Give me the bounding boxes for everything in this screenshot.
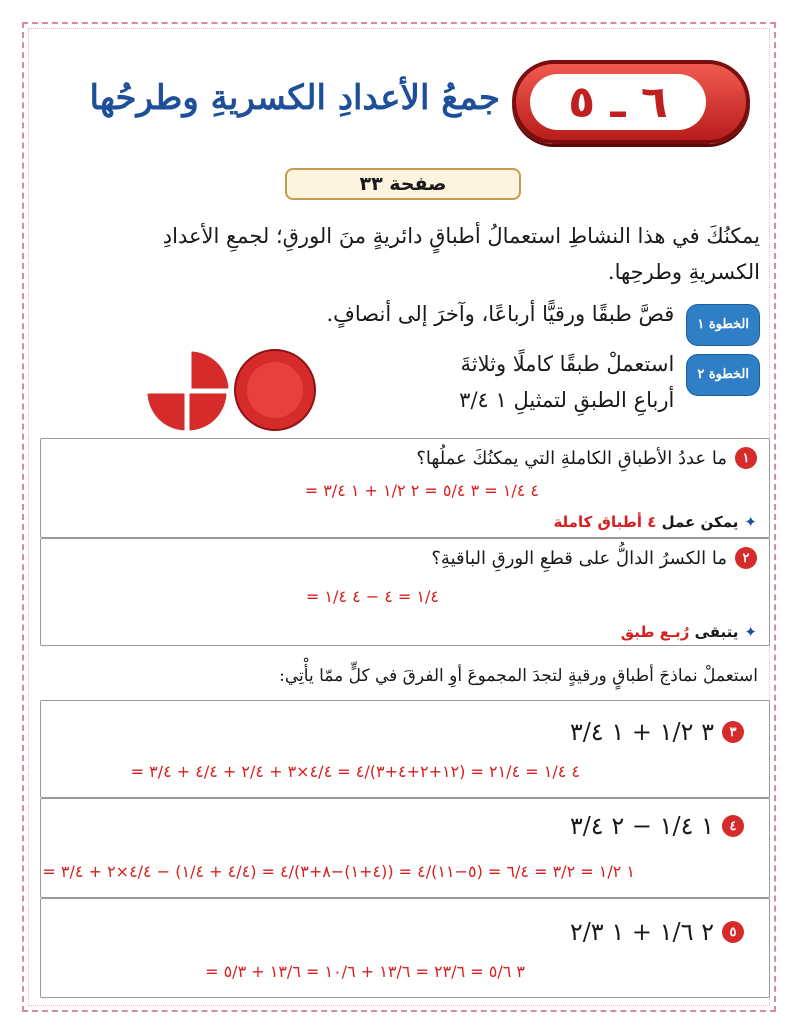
step-1	[326, 296, 760, 346]
exercise-3-number: ٣	[722, 721, 744, 743]
question-1-work: ٤ ١/٤ = ٣ ٥/٤ = ٢ ١/٢ + ١ ٣/٤ =	[304, 481, 539, 500]
question-1-answer-highlight: ٤ أطباق كاملة	[553, 513, 657, 531]
step-2-badge: الخطوة ٢	[686, 354, 760, 396]
question-2-text: ما الكسرُ الدالُّ على قطعِ الورقِ الباقيةِ؟	[431, 547, 727, 569]
question-1-box	[40, 438, 770, 538]
question-2-box	[40, 538, 770, 646]
question-1-number: ١	[735, 447, 757, 469]
exercise-4	[570, 812, 744, 840]
intro-paragraph: يمكنُكَ في هذا النشاطِ استعمالُ أطباقٍ دائريةٍ منَ الورقِ؛ لجمعِ الأعدادِ الكسريةِ وطرحِها.	[162, 224, 760, 284]
exercise-4-expression: ١ ١/٤ − ٢ ٣/٤	[569, 812, 714, 840]
exercise-3-box	[40, 700, 770, 798]
exercise-5-work: ٣ ٥/٦ = ٢٣/٦ = ١٣/٦ + ١٠/٦ = ١٣/٦ + ٥/٣ =	[205, 962, 525, 981]
question-2-work: ١/٤ = ٤ − ٤ ١/٤ =	[305, 587, 439, 606]
exercise-3-expression: ٣ ١/٢ + ١ ٣/٤	[569, 718, 714, 746]
lesson-title: جمعُ الأعدادِ الكسريةِ وطرحُها	[89, 78, 500, 118]
question-2-answer	[621, 623, 757, 641]
question-2-number: ٢	[735, 547, 757, 569]
question-1-text: ما عددُ الأطباقِ الكاملةِ التي يمكنُكَ عملُها؟	[416, 447, 727, 469]
exercise-5-number: ٥	[722, 921, 744, 943]
exercise-5-expression: ٢ ١/٦ + ١ ٢/٣	[569, 918, 714, 946]
diamond-bullet-icon: ✦	[744, 623, 757, 641]
exercise-3	[570, 718, 744, 746]
lesson-number-badge	[512, 60, 750, 144]
exercise-3-work: ٤ ١/٤ = ٢١/٤ = (١٢+٢+٤+٣)/٤ = ٤/٤×٣ + ٢/٤ + ٤/٤ + ٣/٤ =	[130, 762, 580, 781]
step-1-badge: الخطوة ١	[686, 304, 760, 346]
question-2-answer-highlight: رُبـع طبق	[620, 623, 690, 641]
exercise-5	[570, 918, 744, 946]
question-1-answer	[553, 513, 757, 531]
page-label: صفحة ٣٣	[285, 168, 521, 200]
lesson-number: ٦ ـ ٥	[530, 74, 706, 130]
step-2	[440, 346, 760, 418]
diamond-bullet-icon: ✦	[744, 513, 757, 531]
paper-plate-icon	[140, 345, 320, 435]
question-1-answer-prefix: يمكن عمل	[661, 513, 739, 531]
exercise-5-box	[40, 898, 770, 998]
step-1-text: قصَّ طبقًا ورقيًّا أرباعًا، وآخرَ إلى أنصافٍ.	[326, 302, 675, 326]
exercise-4-number: ٤	[722, 815, 744, 837]
question-2	[431, 547, 757, 569]
exercise-4-work: ١ ١/٢ = ٣/٢ = ٦/٤ = (٥−١١)/٤ = ((٤+١)−٨+٣)/٤ = (٤/٤ + ١/٤) − ٤/٤×٢ + ٣/٤ =	[42, 862, 635, 881]
question-1	[416, 447, 757, 469]
question-2-answer-prefix: يتبقى	[694, 623, 739, 641]
step-2-text: استعملْ طبقًا كاملًا وثلاثةَ أرباعِ الطبقِ لتمثيلِ ١ ٣/٤	[459, 352, 675, 412]
exercise-instruction: استعملْ نماذجَ أطباقٍ ورقيةٍ لتجدَ المجموعَ أوِ الفرقَ في كلٍّ ممّا يأْتِي:	[279, 666, 758, 686]
